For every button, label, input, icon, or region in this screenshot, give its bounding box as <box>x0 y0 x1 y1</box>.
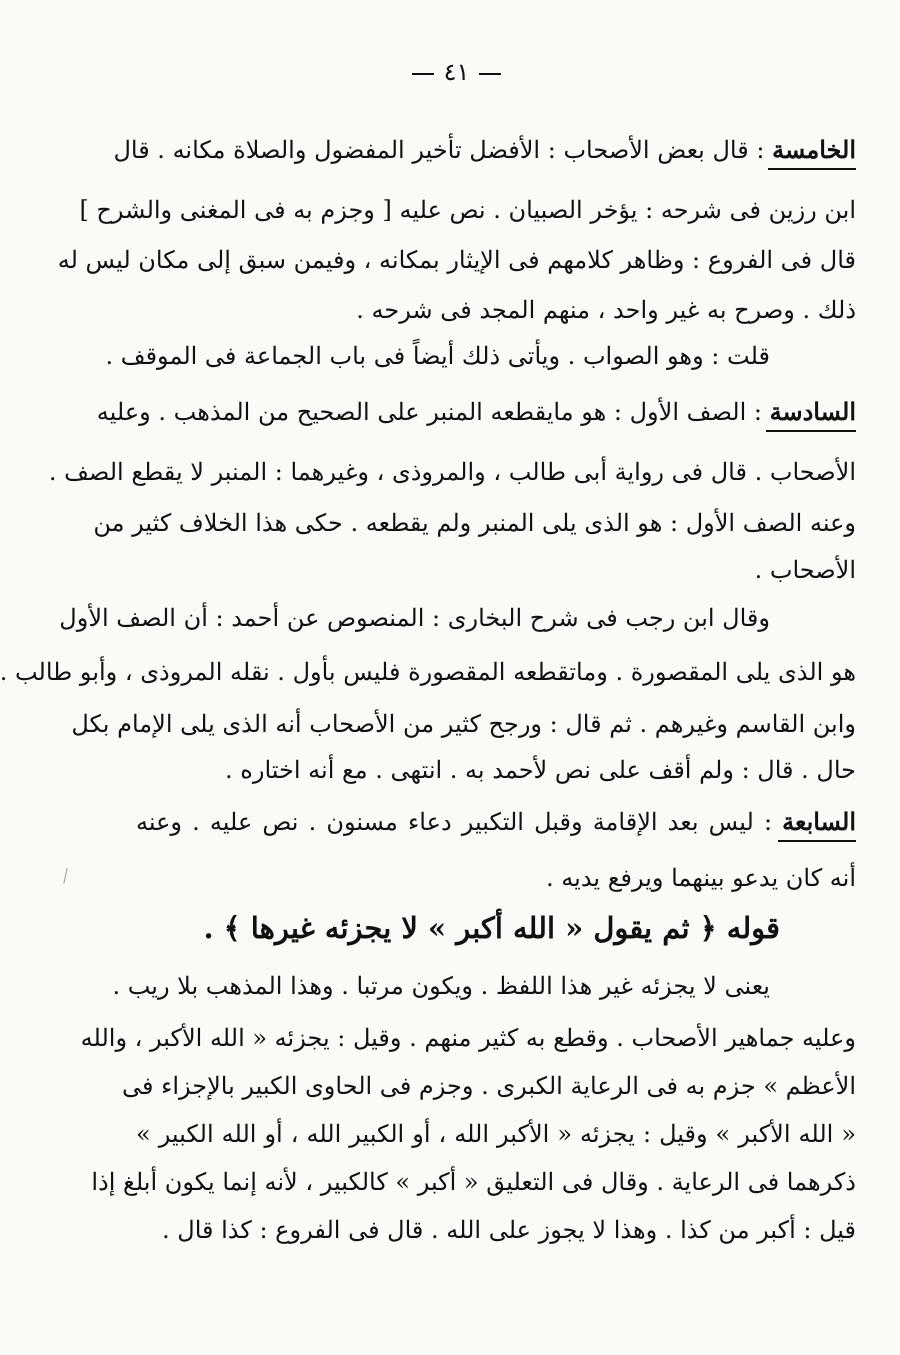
text-line-20 <box>91 1162 856 1202</box>
text-line-8 <box>93 503 856 543</box>
text-line-12 <box>71 704 856 744</box>
text-line-2 <box>79 190 856 230</box>
text-line-4 <box>136 290 856 330</box>
text-line-19 <box>136 1114 856 1154</box>
line-text: قال فى الفروع : وظاهر كلامهم فى الإيثار بمكانه ، وفيمن سبق إلى مكان ليس له <box>57 246 856 274</box>
line-text: الأصحاب . قال فى رواية أبى طالب ، والمروذى ، وغيرهما : المنبر لا يقطع الصف . <box>48 458 856 486</box>
text-line-9 <box>136 550 856 590</box>
line-text: : قال بعض الأصحاب : الأفضل تأخير المفضول والصلاة مكانه . قال <box>113 136 765 164</box>
line-text: ذكرهما فى الرعاية . وقال فى التعليق « أكبر » كالكبير ، لأنه إنما يكون أبلغ إذا <box>91 1168 856 1196</box>
line-text: ابن رزين فى شرحه : يؤخر الصبيان . نص عليه [ وجزم به فى المغنى والشرح ] <box>79 196 856 224</box>
section-label-seventh: السابعة <box>782 807 856 836</box>
line-text: هو الذى يلى المقصورة . وماتقطعه المقصورة فليس بأول . نقله المروذى ، وأبو طالب . <box>0 658 856 686</box>
text-line-16 <box>112 966 770 1006</box>
text-line-1 <box>113 130 856 170</box>
text-line-13 <box>136 750 856 790</box>
text-line-7 <box>48 452 856 492</box>
text-line-10 <box>59 598 770 638</box>
line-text: ذلك . وصرح به غير واحد ، منهم المجد فى شرحه . <box>356 296 856 324</box>
line-text: حال . قال : ولم أقف على نص لأحمد به . انتهى . مع أنه اختاره . <box>225 756 856 784</box>
text-line-15 <box>136 858 856 898</box>
line-text: : ليس بعد الإقامة وقبل التكبير دعاء مسنون . نص عليه . وعنه <box>136 808 773 836</box>
page-number-dash-right <box>479 73 501 75</box>
text-line-11 <box>0 652 856 692</box>
line-text: وقال ابن رجب فى شرح البخارى : المنصوص عن أحمد : أن الصف الأول <box>59 604 770 632</box>
line-text: يعنى لا يجزئه غير هذا اللفظ . ويكون مرتبا . وهذا المذهب بلا ريب . <box>112 972 770 1000</box>
line-text: وابن القاسم وغيرهم . ثم قال : ورجح كثير من الأصحاب أنه الذى يلى الإمام بكل <box>71 710 856 738</box>
section-label-sixth: السادسة <box>769 397 856 426</box>
text-line-3 <box>57 240 856 280</box>
text-line-6 <box>96 392 856 432</box>
line-text: : الصف الأول : هو مايقطعه المنبر على الصحيح من المذهب . وعليه <box>96 398 762 426</box>
page-number-dash-left <box>412 73 434 75</box>
text-line-5 <box>105 336 770 376</box>
text-line-18 <box>121 1066 856 1106</box>
line-text: قلت : وهو الصواب . ويأتى ذلك أيضاً فى باب الجماعة فى الموقف . <box>105 342 770 370</box>
text-line-14 <box>136 802 856 842</box>
line-text: « الله الأكبر » وقيل : يجزئه « الأكبر الله ، أو الكبير الله ، أو الله الكبير » <box>136 1120 856 1148</box>
page-number <box>13 58 900 86</box>
line-text: وعنه الصف الأول : هو الذى يلى المنبر ولم يقطعه . حكى هذا الخلاف كثير من <box>93 509 856 537</box>
margin-mark <box>63 868 70 884</box>
text-line-17 <box>80 1018 856 1058</box>
section-label-fifth: الخامسة <box>772 135 856 164</box>
line-text: قيل : أكبر من كذا . وهذا لا يجوز على الله . قال فى الفروع : كذا قال . <box>162 1216 856 1244</box>
text-line-21 <box>136 1210 856 1250</box>
line-text: الأصحاب . <box>754 556 856 584</box>
line-text: وعليه جماهير الأصحاب . وقطع به كثير منهم . وقيل : يجزئه « الله الأكبر ، والله <box>80 1024 856 1052</box>
line-text: الأعظم » جزم به فى الرعاية الكبرى . وجزم فى الحاوى الكبير بالإجزاء فى <box>121 1072 856 1100</box>
verse-heading: قوله ﴿ ثم يقول « الله أكبر » لا يجزئه غيرها ﴾ . <box>203 911 780 945</box>
page-number-text: ٤١ <box>443 58 470 86</box>
line-text: أنه كان يدعو بينهما ويرفع يديه . <box>546 864 856 892</box>
